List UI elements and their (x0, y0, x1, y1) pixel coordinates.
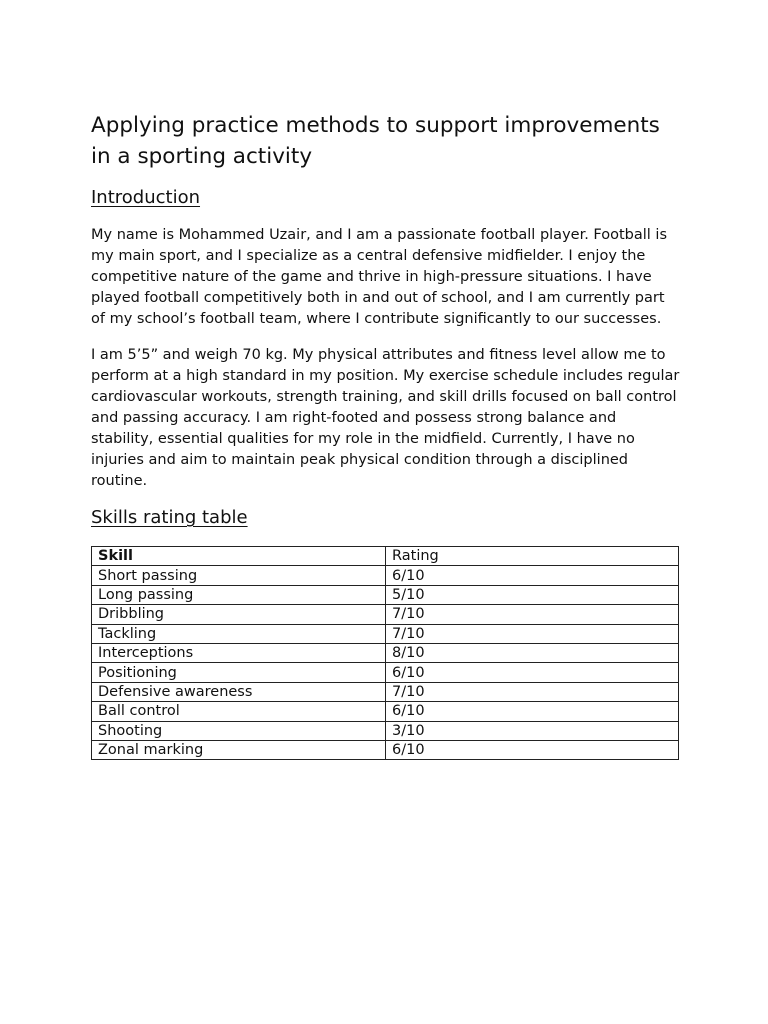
rating-cell: 6/10 (386, 702, 679, 721)
rating-cell: 6/10 (386, 566, 679, 585)
rating-cell: 8/10 (386, 643, 679, 662)
skills-heading: Skills rating table (91, 507, 248, 528)
skill-cell: Defensive awareness (92, 682, 386, 701)
introduction-paragraph-2: I am 5’5” and weigh 70 kg. My physical attributes and fitness level allow me to perform at a high standard in my position. My exercise schedule includes regular cardiovascular workouts, strength training, and skill drills focused on ball control and passing accuracy. I am right-footed and possess strong balance and stability, essential qualities for my role in the midfield. Currently, I have no injuries and aim to maintain peak physical condition through a disciplined routine. (91, 347, 680, 489)
rating-cell: 7/10 (386, 624, 679, 643)
table-row (92, 702, 679, 721)
document-body (91, 110, 683, 760)
table-row (92, 721, 679, 740)
skill-cell: Tackling (92, 624, 386, 643)
rating-cell: 6/10 (386, 663, 679, 682)
table-row (92, 643, 679, 662)
skill-cell: Short passing (92, 566, 386, 585)
page-title: Applying practice methods to support improvements in a sporting activity (91, 113, 660, 169)
rating-cell: 6/10 (386, 740, 679, 759)
skill-cell: Ball control (92, 702, 386, 721)
rating-cell: 5/10 (386, 585, 679, 604)
column-header-skill: Skill (92, 547, 386, 566)
skill-cell: Long passing (92, 585, 386, 604)
skill-cell: Dribbling (92, 605, 386, 624)
table-row (92, 624, 679, 643)
rating-cell: 7/10 (386, 605, 679, 624)
table-header-row (92, 547, 679, 566)
rating-cell: 7/10 (386, 682, 679, 701)
skill-cell: Shooting (92, 721, 386, 740)
introduction-heading: Introduction (91, 187, 201, 208)
table-row (92, 663, 679, 682)
skills-rating-table (91, 546, 679, 760)
skill-cell: Positioning (92, 663, 386, 682)
skill-cell: Zonal marking (92, 740, 386, 759)
table-row (92, 566, 679, 585)
table-row (92, 740, 679, 759)
skill-cell: Interceptions (92, 643, 386, 662)
rating-cell: 3/10 (386, 721, 679, 740)
table-row (92, 585, 679, 604)
table-row (92, 605, 679, 624)
table-row (92, 682, 679, 701)
introduction-paragraph-1: My name is Mohammed Uzair, and I am a passionate football player. Football is my main sport, and I specialize as a central defensive midfielder. I enjoy the competitive nature of the game and thrive in high-pressure situations. I have played football competitively both in and out of school, and I am currently part of my school’s football team, where I contribute significantly to our successes. (91, 227, 668, 327)
column-header-rating: Rating (386, 547, 679, 566)
